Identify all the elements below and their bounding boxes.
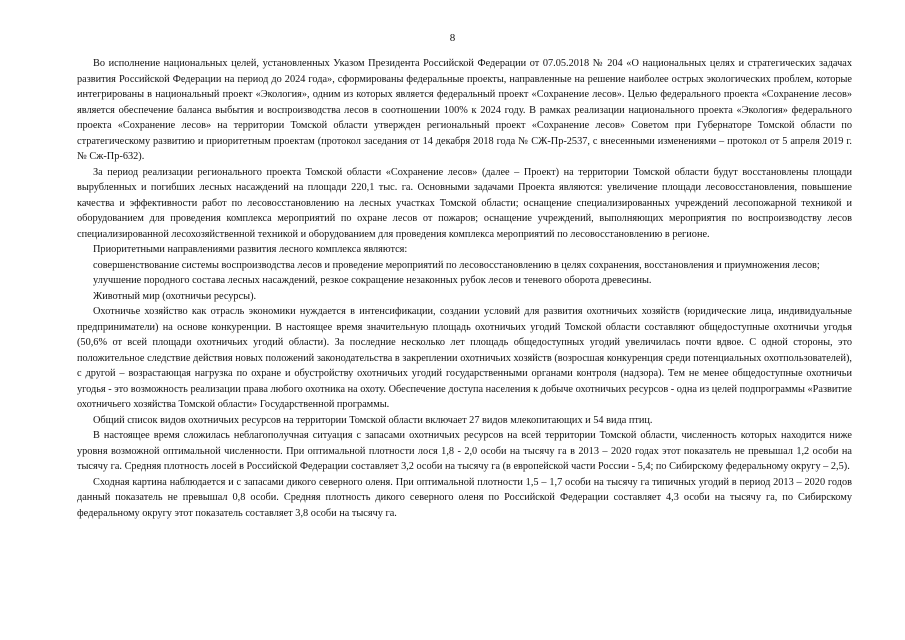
- paragraph-wildlife-heading: Животный мир (охотничьи ресурсы).: [93, 290, 257, 302]
- paragraph-hunting-economy: Охотничье хозяйство как отрасль экономики нуждается в интенсификации, создании условий для развития охотничьих хозяйств (юридические лица, индивидуальные предприниматели) на основе конкуренции. В настоящее время значительную площадь охотничьих угодий Томской области составляют общедоступные охотничьи угодья (50,6% от всей площади охотничьих угодий области). За последние несколько лет площадь общедоступных угодий увеличилась почти вдвое. С одной стороны, это положительное следствие действия новых положений законодательства в закреплении охотничьих хозяйств (возросшая конкуренция среди потенциальных охотпользователей), с другой – возрастающая нагрузка по охране и обустройству охотничьих угодий государственными органами контроля (надзора). Тем не менее общедоступные охотничьи угодья - это возможность реализации права любого охотника на охоту. Обеспечение доступа населения к добыче охотничьих ресурсов - одна из целей подпрограммы «Развитие охотничьего хозяйства Томской области» Государственной программы.: [77, 306, 852, 410]
- paragraph-national-goals: Во исполнение национальных целей, установленных Указом Президента Российской Федерации от 07.05.2018 № 204 «О национальных целях и стратегических задачах развития Российской Федерации на период до 2024 года», сформированы федеральные проекты, направленные на решение наиболее острых экологических проблем, которые интегрированы в национальный проект «Экология», одним из которых является федеральный проект «Сохранение лесов». Целью федерального проекта «Сохранение лесов» является обеспечение баланса выбытия и воспроизводства лесов в соотношении 100% к 2024 году. В рамках реализации национального проекта «Экология» федерального проекта «Сохранение лесов» на территории Томской области утвержден региональный проект «Сохранение лесов» Советом при Губернаторе Томской области по стратегическому развитию и приоритетным проектам (протокол заседания от 14 декабря 2018 года № СЖ-Пр-2537, с внесенными изменениями – протокол от 5 апреля 2019 г. № Сж-Пр-632).: [77, 58, 852, 162]
- paragraph-moose-density: В настоящее время сложилась неблагополучная ситуация с запасами охотничьих ресурсов на всей территории Томской области, численность которых находится ниже уровня возможной оптимальной численности. При оптимальной плотности лося 1,8 - 2,0 особи на тысячу га в 2013 – 2020 годах этот показатель не превышал 1,2 особи на тысячу га. Средняя плотность лосей в Российской Федерации составляет 3,2 особи на тысячу га (в европейской части России - 5,4; по Сибирскому федеральному округу – 2,5).: [77, 430, 852, 472]
- page-number: 8: [449, 32, 456, 44]
- paragraph-priority-reproduction: совершенствование системы воспроизводства лесов и проведение мероприятий по лесовосстановлению в целях сохранения, восстановления и приумножения лесов;: [93, 259, 820, 271]
- document-body: [77, 56, 852, 521]
- paragraph-regional-project: За период реализации регионального проекта Томской области «Сохранение лесов» (далее – Проект) на территории Томской области будут восстановлены площади вырубленных и погибших лесных насаждений на площади 220,1 тыс. га. Основными задачами Проекта являются: увеличение площади лесовосстановления, повышение качества и эффективности работ по лесовосстановлению на лесных участках Томской области; оснащение специализированных учреждений лесопожарной техникой и оборудованием для проведения комплекса мероприятий по охране лесов от пожаров; оснащение учреждений, выполняющих мероприятия по воспроизводству лесов специализированной лесохозяйственной техникой и оборудованием для проведения комплекса мероприятий по лесовосстановлению в регионе.: [77, 166, 852, 240]
- paragraph-priority-composition: улучшение породного состава лесных насаждений, резкое сокращение незаконных рубок лесов и теневого оборота древесины.: [93, 275, 652, 286]
- paragraph-priorities-heading: Приоритетными направлениями развития лесного комплекса являются:: [93, 244, 408, 255]
- paragraph-reindeer-density: Сходная картина наблюдается и с запасами дикого северного оленя. При оптимальной плотности 1,5 – 1,7 особи на тысячу га типичных угодий в период 2013 – 2020 годов данный показатель не превышал 0,8 особи. Средняя плотность дикого северного оленя по Российской Федерации составляет 4,3 особи на тысячу га, по Сибирскому федеральному округу этот показатель составляет 3,8 особи на тысячу га.: [77, 476, 852, 519]
- paragraph-species-list: Общий список видов охотничьих ресурсов на территории Томской области включает 27 видов млекопитающих и 54 вида птиц.: [93, 414, 653, 426]
